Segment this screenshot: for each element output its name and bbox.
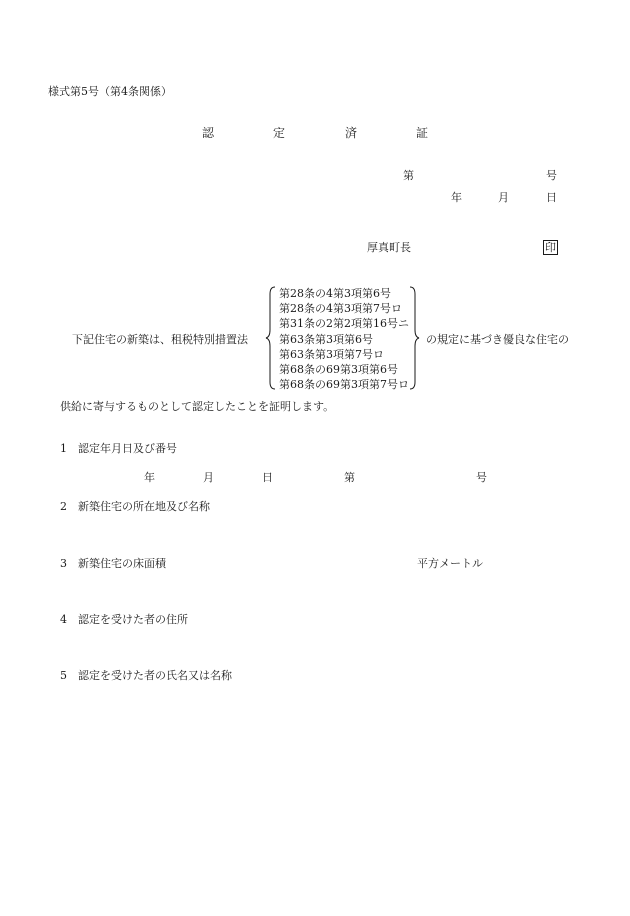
item-4-label: 認定を受けた者の住所 — [78, 613, 188, 626]
title-char-1: 認 — [202, 126, 215, 140]
date-day: 日 — [546, 191, 557, 204]
item-1-label: 認定年月日及び番号 — [78, 442, 177, 455]
law-item-6: 第68条の69第3項第6号 — [279, 363, 398, 376]
item-1-day: 日 — [262, 471, 273, 484]
certificate-number-suffix: 号 — [546, 169, 557, 182]
certification-second-line: 供給に寄与するものとして認定したことを証明します。 — [60, 400, 335, 413]
title-char-4: 証 — [416, 126, 429, 140]
law-item-5: 第63条第3項第7号ロ — [279, 348, 384, 361]
law-item-7: 第68条の69第3項第7号ロ — [279, 378, 409, 391]
item-3-number: 3 — [60, 557, 67, 570]
title-char-2: 定 — [273, 126, 286, 140]
certificate-number-prefix: 第 — [403, 169, 414, 182]
title-char-3: 済 — [345, 126, 358, 140]
law-item-4: 第63条第3項第6号 — [279, 333, 373, 346]
item-2-number: 2 — [60, 500, 67, 513]
issuer-name: 厚真町長 — [367, 241, 411, 254]
left-brace-icon — [265, 286, 277, 390]
seal-mark: 印 — [545, 241, 556, 254]
item-3-label: 新築住宅の床面積 — [78, 557, 166, 570]
item-2-label: 新築住宅の所在地及び名称 — [78, 500, 210, 513]
item-1-number-suffix: 号 — [476, 471, 487, 484]
certification-tail: の規定に基づき優良な住宅の — [426, 333, 569, 346]
form-label: 様式第5号（第4条関係） — [48, 85, 172, 98]
floor-area-unit: 平方メートル — [417, 557, 483, 570]
item-5-label: 認定を受けた者の氏名又は名称 — [78, 669, 232, 682]
item-4-number: 4 — [60, 613, 67, 626]
item-1-month: 月 — [203, 471, 214, 484]
date-month: 月 — [498, 191, 509, 204]
item-1-year: 年 — [144, 471, 155, 484]
law-item-1: 第28条の4第3項第6号 — [279, 287, 391, 300]
item-1-number-prefix: 第 — [344, 471, 355, 484]
date-year: 年 — [451, 191, 462, 204]
law-item-3: 第31条の2第2項第16号ニ — [279, 317, 409, 330]
certification-lead: 下記住宅の新築は、租税特別措置法 — [72, 333, 248, 346]
right-brace-icon — [408, 286, 420, 390]
item-5-number: 5 — [60, 669, 67, 682]
law-item-2: 第28条の4第3項第7号ロ — [279, 302, 402, 315]
item-1-number: 1 — [60, 442, 67, 455]
